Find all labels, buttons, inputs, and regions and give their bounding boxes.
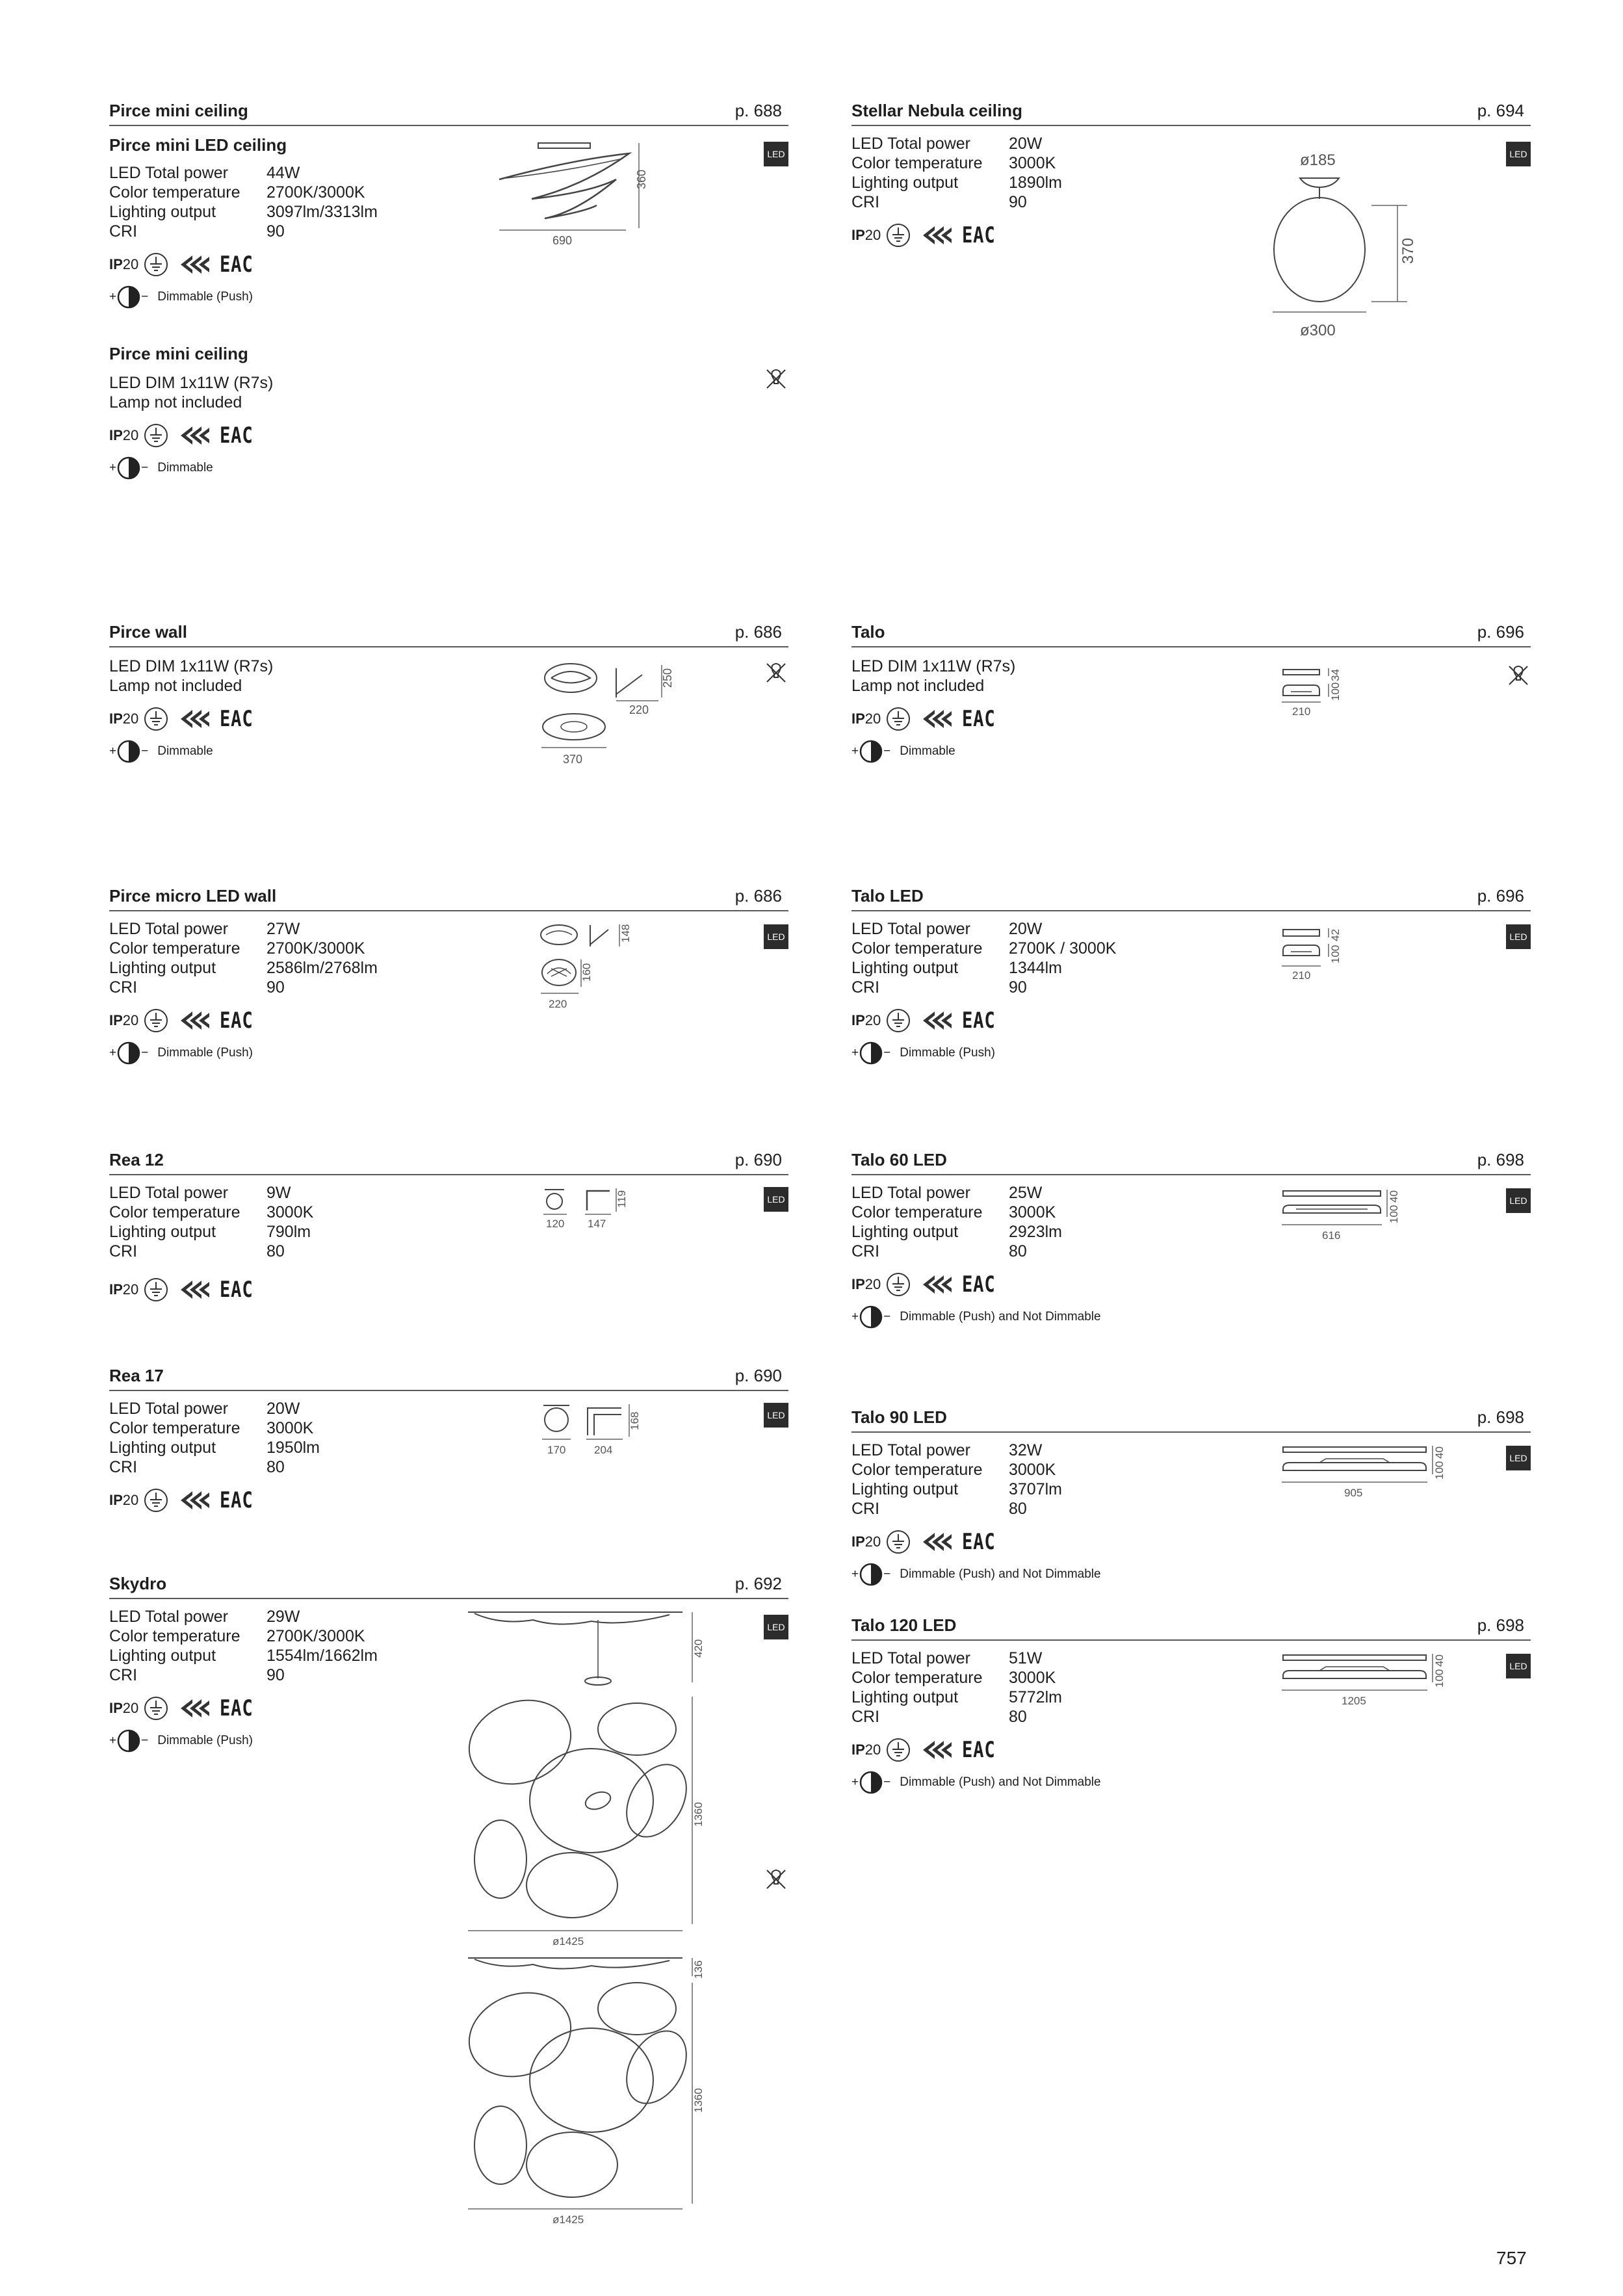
spec-table [109, 1183, 788, 1261]
section-title: Talo 90 LED [851, 1407, 947, 1427]
spec-row: CRI 80 [851, 1242, 1027, 1260]
dimension-height: 40 [1388, 1190, 1400, 1203]
no-led-bulb-icon [764, 367, 788, 391]
dimension-width: 370 [563, 753, 583, 766]
dimension-width: 120 [546, 1218, 565, 1230]
dimmable-row: + − Dimmable (Push) [851, 1040, 1531, 1066]
talo-drawing [1280, 667, 1371, 738]
dimmable-label: Dimmable (Push) [157, 1046, 253, 1060]
certification-row [109, 423, 788, 449]
lamp-info: LED DIM 1x11W (R7s) Lamp not included [109, 374, 274, 411]
spec-row: Color temperature 3000K [109, 1203, 314, 1221]
page-ref: p. 698 [1477, 1150, 1524, 1169]
section-header [851, 888, 1531, 911]
ukca-mark-icon [178, 1695, 211, 1721]
ip-rating: IP20 [851, 227, 881, 243]
earth-ground-icon [143, 1487, 169, 1513]
product-talo [851, 624, 1531, 764]
spec-row: CRI 80 [109, 1458, 285, 1476]
eac-mark: EAC [962, 1008, 996, 1034]
lamp-info: LED DIM 1x11W (R7s) Lamp not included [109, 657, 274, 695]
dimmable-row: + − Dimmable (Push) and Not Dimmable [851, 1769, 1531, 1795]
dimmable-row: + − Dimmable (Push) [109, 284, 788, 310]
page-ref: p. 698 [1477, 1407, 1524, 1427]
spec-row: LED Total power 27W [109, 920, 300, 938]
section-title: Rea 12 [109, 1150, 164, 1169]
dimmable-row: + − Dimmable (Push) [109, 1040, 788, 1066]
spec-row: LED Total power 9W [109, 1184, 291, 1202]
certification-row [851, 222, 1531, 248]
ip-rating: IP20 [851, 1742, 881, 1758]
dimension-width-1: ø1425 [552, 1935, 584, 1948]
ip-rating: IP20 [109, 1012, 139, 1028]
ip-rating: IP20 [851, 1533, 881, 1550]
dimmable-label: Dimmable [157, 461, 213, 475]
dimmable-row: + − Dimmable [109, 738, 788, 764]
led-badge: LED [1506, 924, 1531, 949]
spec-table [851, 134, 1531, 212]
stellar-nebula-drawing [1267, 147, 1423, 361]
dimmable-label: Dimmable (Push) and Not Dimmable [900, 1310, 1101, 1324]
dimension-height: 360 [635, 169, 648, 189]
spec-table [109, 163, 788, 241]
page-ref: p. 686 [734, 886, 782, 906]
ukca-mark-icon [920, 706, 953, 732]
certification-row [851, 1737, 1531, 1763]
section-title: Talo [851, 622, 885, 642]
ukca-mark-icon [920, 1529, 953, 1555]
section-title: Talo 120 LED [851, 1615, 957, 1635]
talo-led-drawing [1280, 927, 1371, 998]
product-pirce-mini-ceiling [109, 103, 788, 481]
section-title: Pirce micro LED wall [109, 886, 277, 906]
spec-row: CRI 90 [851, 193, 1027, 211]
product-rea-12 [109, 1152, 788, 1303]
section-header [109, 1368, 788, 1391]
certification-row [109, 1277, 788, 1303]
section-title: Talo 60 LED [851, 1150, 947, 1169]
product-talo-led [851, 888, 1531, 1066]
dimension-width: 210 [1292, 705, 1311, 718]
talo-60-drawing [1280, 1187, 1410, 1259]
earth-ground-icon [143, 423, 169, 449]
eac-mark: EAC [220, 1487, 253, 1513]
page-ref: p. 690 [734, 1366, 782, 1385]
dimmable-row: + − Dimmable (Push) and Not Dimmable [851, 1304, 1531, 1330]
dimmable-label: Dimmable (Push) and Not Dimmable [900, 1567, 1101, 1581]
dimmable-icon [116, 1041, 141, 1065]
page-ref: p. 696 [1477, 622, 1524, 642]
section-header [851, 1152, 1531, 1175]
eac-mark: EAC [220, 706, 253, 732]
dimension-width: 210 [1292, 969, 1311, 982]
earth-ground-icon [143, 252, 169, 278]
dimension-depth: 100 [1433, 1669, 1446, 1688]
dimmable-label: Dimmable (Push) [157, 290, 253, 304]
ip-rating: IP20 [109, 1700, 139, 1716]
eac-mark: EAC [962, 706, 996, 732]
spec-row: Lighting output 2923lm [851, 1223, 1062, 1241]
product-pirce-wall [109, 624, 788, 764]
dimension-width: 220 [549, 998, 567, 1010]
dimension-width: 616 [1322, 1229, 1341, 1242]
eac-mark: EAC [220, 1277, 253, 1303]
page-ref: p. 690 [734, 1150, 782, 1169]
ukca-mark-icon [178, 1008, 211, 1034]
eac-mark: EAC [220, 1695, 253, 1721]
earth-ground-icon [885, 1737, 911, 1763]
spec-row: LED Total power 44W [109, 164, 300, 182]
product-stellar-nebula-ceiling [851, 101, 1531, 339]
page-number: 757 [1496, 2248, 1527, 2268]
rea-12-drawing [538, 1186, 636, 1244]
page-ref: p. 698 [1477, 1615, 1524, 1635]
dimension-height-4: 1360 [692, 2088, 705, 2113]
dimmable-label: Dimmable [157, 744, 213, 758]
dimension-width: 1205 [1342, 1695, 1366, 1707]
certification-row [109, 252, 788, 278]
spec-row: LED Total power 51W [851, 1649, 1043, 1667]
spec-table [851, 1183, 1531, 1261]
dimension-height: 168 [629, 1411, 641, 1430]
spec-row: CRI 90 [851, 978, 1027, 997]
dimension-depth: 147 [588, 1218, 606, 1230]
dimension-height: 119 [616, 1190, 628, 1208]
spec-row: LED Total power 25W [851, 1184, 1043, 1202]
dimension-height-1: 420 [692, 1639, 705, 1658]
certification-row [851, 1008, 1531, 1034]
dimension-height-3: 136 [692, 1960, 705, 1979]
spec-row: Lighting output 3707lm [851, 1480, 1062, 1498]
dimension-depth: 100 [1329, 945, 1342, 963]
ukca-mark-icon [178, 1277, 211, 1303]
spec-row: CRI 80 [851, 1708, 1027, 1726]
dimmable-row: + − Dimmable [851, 738, 1531, 764]
earth-ground-icon [143, 1695, 169, 1721]
spec-row: Color temperature 3000K [851, 1461, 1056, 1479]
ukca-mark-icon [178, 706, 211, 732]
earth-ground-icon [143, 706, 169, 732]
product-skydro [109, 1574, 788, 2226]
spec-row: CRI 80 [851, 1500, 1027, 1518]
eac-mark: EAC [962, 222, 996, 248]
led-badge: LED [764, 1187, 788, 1212]
eac-mark: EAC [220, 1008, 253, 1034]
section-header [109, 1576, 788, 1599]
eac-mark: EAC [220, 423, 253, 449]
dimension-height: 40 [1433, 1654, 1446, 1667]
led-badge: LED [764, 142, 788, 166]
earth-ground-icon [885, 222, 911, 248]
dimension-height: 40 [1433, 1446, 1446, 1459]
dimension-width: 905 [1344, 1487, 1363, 1499]
certification-row [851, 1529, 1531, 1555]
section-header [851, 1409, 1531, 1433]
dimmable-icon [116, 285, 141, 309]
dimmable-icon [116, 1729, 141, 1753]
led-badge: LED [764, 1615, 788, 1639]
variant-title: Pirce mini LED ceiling [109, 135, 287, 155]
section-title: Rea 17 [109, 1366, 164, 1385]
dimension-height: 148 [619, 924, 632, 943]
ukca-mark-icon [920, 222, 953, 248]
section-header [851, 624, 1531, 647]
spec-row: Color temperature 2700K / 3000K [851, 939, 1117, 958]
spec-row: Lighting output 790lm [109, 1223, 311, 1241]
lamp-info: LED DIM 1x11W (R7s) Lamp not included [851, 657, 1016, 695]
dimmable-label: Dimmable (Push) and Not Dimmable [900, 1775, 1101, 1789]
dimmable-icon [859, 1770, 883, 1795]
pirce-micro-drawing [538, 922, 668, 1019]
spec-table [109, 1399, 788, 1477]
ukca-mark-icon [178, 252, 211, 278]
dimension-height-2: 1360 [692, 1802, 705, 1827]
section-header [851, 103, 1531, 126]
dimension-width: 170 [547, 1444, 566, 1456]
dimension-height: 42 [1329, 929, 1342, 941]
pirce-wall-drawing [538, 662, 694, 766]
ip-rating: IP20 [109, 427, 139, 443]
dimmable-row: + − Dimmable [109, 455, 788, 481]
dimmable-icon [116, 456, 141, 480]
dimmable-label: Dimmable [900, 744, 955, 758]
section-header [109, 103, 788, 126]
dimmable-icon [859, 1562, 883, 1587]
product-talo-90-led [851, 1409, 1531, 1587]
spec-row: Color temperature 2700K/3000K [109, 1627, 365, 1645]
product-talo-60-led [851, 1152, 1531, 1330]
certification-row [109, 1487, 788, 1513]
led-badge: LED [1506, 142, 1531, 166]
dimension-width: 690 [552, 234, 573, 244]
ip-rating: IP20 [851, 711, 881, 727]
dimmable-icon [859, 1041, 883, 1065]
page-ref: p. 696 [1477, 886, 1524, 906]
certification-row [851, 1272, 1531, 1298]
eac-mark: EAC [962, 1272, 996, 1298]
dimension-depth: 100 [1433, 1461, 1446, 1480]
dimension-depth: 100 [1329, 682, 1342, 701]
earth-ground-icon [885, 1529, 911, 1555]
dimmable-icon [859, 1305, 883, 1329]
no-led-bulb-icon [764, 660, 788, 685]
spec-row: Lighting output 1344lm [851, 959, 1062, 977]
dimmable-icon [116, 739, 141, 764]
dimmable-icon [859, 739, 883, 764]
spec-row: LED Total power 20W [851, 135, 1043, 153]
page-ref: p. 692 [734, 1574, 782, 1593]
ip-rating: IP20 [109, 1492, 139, 1508]
led-badge: LED [764, 924, 788, 949]
section-title: Stellar Nebula ceiling [851, 101, 1022, 120]
ip-rating: IP20 [109, 256, 139, 272]
spec-row: Color temperature 2700K/3000K [109, 939, 365, 958]
spec-row: Lighting output 3097lm/3313lm [109, 203, 378, 221]
page-ref: p. 686 [734, 622, 782, 642]
spec-row: Color temperature 3000K [851, 1203, 1056, 1221]
pirce-mini-ceiling-drawing [493, 140, 675, 244]
spec-row: CRI 90 [109, 222, 285, 241]
certification-row [109, 1008, 788, 1034]
spec-row: LED Total power 20W [851, 920, 1043, 938]
earth-ground-icon [885, 1272, 911, 1298]
section-title: Skydro [109, 1574, 167, 1593]
spec-row: Color temperature 2700K/3000K [109, 183, 365, 202]
spec-row: Lighting output 1554lm/1662lm [109, 1647, 378, 1665]
dimension-height: 370 [1399, 237, 1417, 264]
dimmable-label: Dimmable (Push) [157, 1734, 253, 1747]
section-header [109, 1152, 788, 1175]
spec-table [109, 919, 788, 997]
earth-ground-icon [143, 1277, 169, 1303]
earth-ground-icon [143, 1008, 169, 1034]
spec-row: CRI 90 [109, 978, 285, 997]
section-header [109, 888, 788, 911]
ip-rating: IP20 [109, 711, 139, 727]
dimension-width: ø300 [1300, 322, 1336, 339]
section-title: Pirce mini ceiling [109, 101, 248, 120]
spec-row: LED Total power 32W [851, 1441, 1043, 1459]
led-badge: LED [1506, 1446, 1531, 1470]
dimension-width-2: ø1425 [552, 2213, 584, 2226]
ip-rating: IP20 [851, 1012, 881, 1028]
page-ref: p. 694 [1477, 101, 1524, 120]
spec-row: LED Total power 20W [109, 1400, 300, 1418]
eac-mark: EAC [962, 1737, 996, 1763]
led-badge: LED [1506, 1654, 1531, 1678]
rea-17-drawing [538, 1402, 649, 1467]
spec-row: Lighting output 5772lm [851, 1688, 1062, 1706]
section-header [109, 624, 788, 647]
spec-row: Lighting output 1950lm [109, 1439, 320, 1457]
ip-rating: IP20 [851, 1276, 881, 1292]
page-ref: p. 688 [734, 101, 782, 120]
led-badge: LED [764, 1403, 788, 1428]
ukca-mark-icon [920, 1737, 953, 1763]
dimension-canopy: ø185 [1300, 151, 1336, 169]
ip-rating: IP20 [109, 1281, 139, 1298]
spec-row: CRI 80 [109, 1242, 285, 1260]
ukca-mark-icon [178, 423, 211, 449]
ukca-mark-icon [920, 1272, 953, 1298]
dimmable-row: + − Dimmable (Push) and Not Dimmable [851, 1561, 1531, 1587]
eac-mark: EAC [962, 1529, 996, 1555]
variant-title: Pirce mini ceiling [109, 344, 248, 363]
product-rea-17 [109, 1368, 788, 1513]
spec-row: LED Total power 29W [109, 1608, 300, 1626]
section-header [851, 1617, 1531, 1641]
talo-90-drawing [1280, 1443, 1449, 1515]
spec-row: Color temperature 3000K [109, 1419, 314, 1437]
spec-row: Lighting output 2586lm/2768lm [109, 959, 378, 977]
spec-row: CRI 90 [109, 1666, 285, 1684]
talo-120-drawing [1280, 1651, 1449, 1723]
dimension-height: 34 [1329, 669, 1342, 681]
spec-row: Color temperature 3000K [851, 154, 1056, 172]
no-led-bulb-icon [1506, 663, 1531, 688]
spec-row: Color temperature 3000K [851, 1669, 1056, 1687]
earth-ground-icon [885, 706, 911, 732]
product-pirce-micro-led-wall [109, 888, 788, 1066]
section-title: Pirce wall [109, 622, 187, 642]
earth-ground-icon [885, 1008, 911, 1034]
skydro-drawing [461, 1606, 708, 2230]
ukca-mark-icon [920, 1008, 953, 1034]
product-talo-120-led [851, 1617, 1531, 1795]
eac-mark: EAC [220, 252, 253, 278]
dimension-depth: 100 [1388, 1205, 1400, 1223]
spec-row: Lighting output 1890lm [851, 174, 1062, 192]
dimension-depth: 220 [629, 703, 649, 716]
dimension-height-2: 160 [580, 963, 593, 982]
dimension-height: 250 [661, 668, 674, 688]
no-led-bulb-icon [764, 1867, 788, 1892]
led-badge: LED [1506, 1188, 1531, 1213]
dimmable-label: Dimmable (Push) [900, 1046, 995, 1060]
ukca-mark-icon [178, 1487, 211, 1513]
section-title: Talo LED [851, 886, 924, 906]
spec-table [851, 919, 1531, 997]
dimmable-row: + − Dimmable (Push) [109, 1728, 788, 1754]
certification-row [851, 706, 1531, 732]
dimension-depth: 204 [594, 1444, 613, 1456]
